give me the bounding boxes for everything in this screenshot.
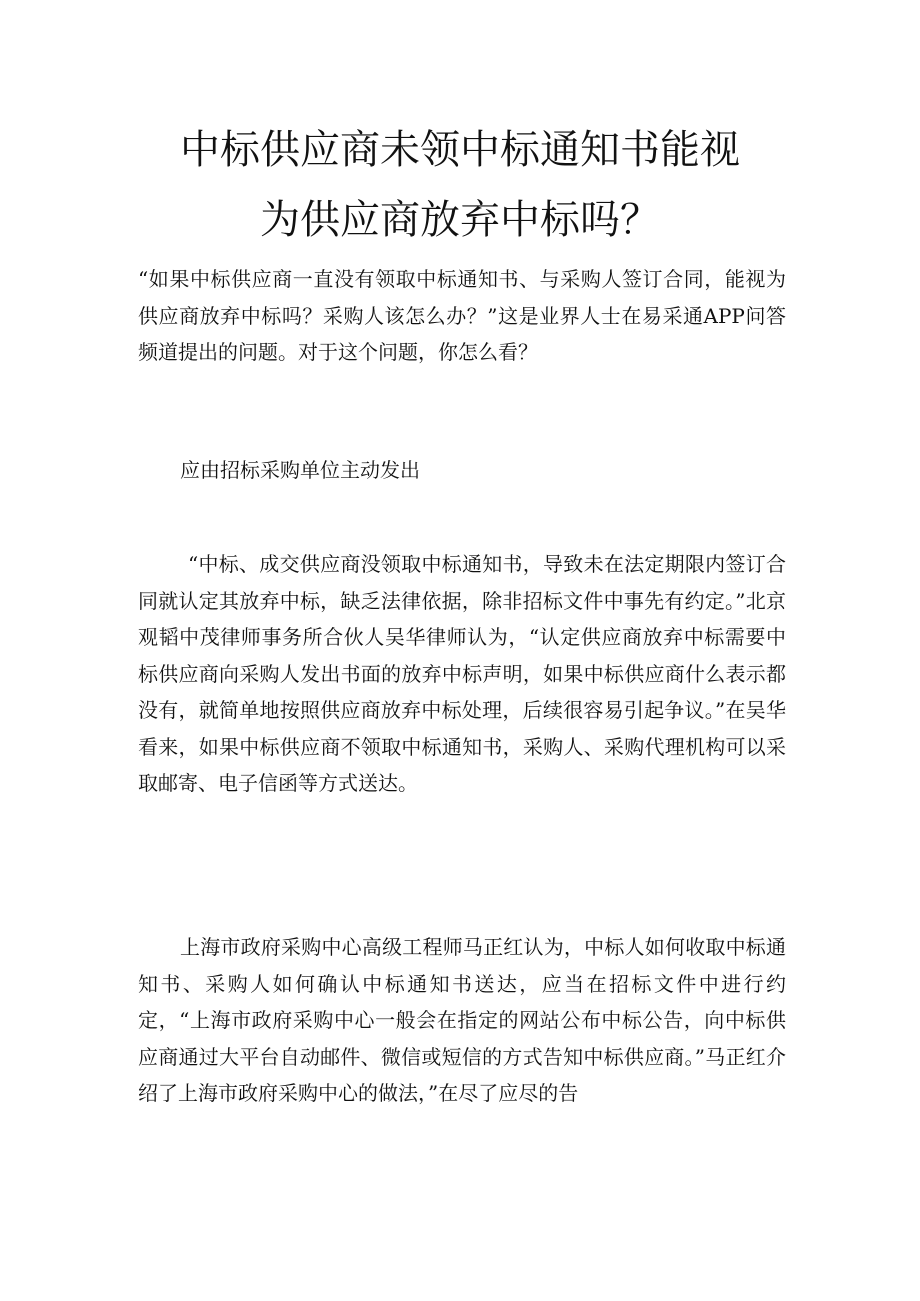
shanghai-view-paragraph: 上海市政府采购中心高级工程师马正红认为，中标人如何收取中标通知书、采购人如何确认中标通知书送达，应当在招标文件中进行约定，“上海市政府采购中心一般会在指定的网站公布中标公告，向中标供应商通过大平台自动邮件、微信或短信的方式告知中标供应商。”马正红介绍了上海市政府采购中心的做法，”在尽了应尽的告: [138, 935, 786, 1105]
document-title-line-1: 中标供应商未领中标通知书能视: [180, 127, 740, 173]
document-title-line-2: 为供应商放弃中标吗？: [260, 197, 660, 243]
lawyer-view-paragraph: “中标、成交供应商没领取中标通知书，导致未在法定期限内签订合同就认定其放弃中标，缺乏法律依据，除非招标文件中事先有约定。”北京观韬中茂律师事务所合伙人吴华律师认为，“认定供应商放弃中标需要中标供应商向采购人发出书面的放弃中标声明，如果中标供应商什么表示都没有，就简单地按照供应商放弃中标处理，后续很容易引起争议。”在吴华看来，如果中标供应商不领取中标通知书，采购人、采购代理机构可以采取邮寄、电子信函等方式送达。: [138, 552, 786, 795]
intro-paragraph: “如果中标供应商一直没有领取中标通知书、与采购人签订合同，能视为供应商放弃中标吗？采购人该怎么办？”这是业界人士在易采通APP问答频道提出的问题。对于这个问题，你怎么看？: [138, 267, 786, 364]
section-heading: 应由招标采购单位主动发出: [180, 458, 420, 482]
